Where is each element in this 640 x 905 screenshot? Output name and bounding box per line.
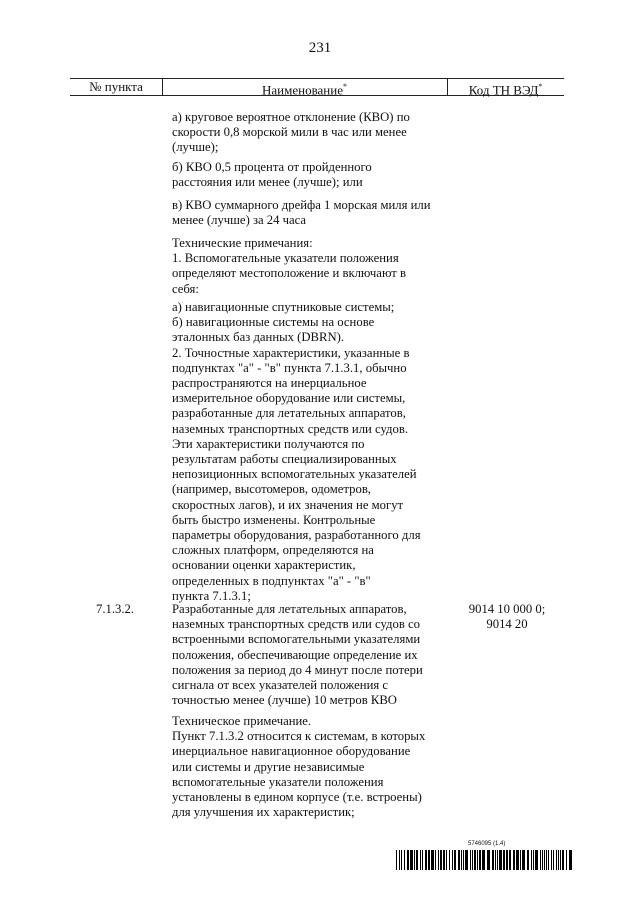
text-block-kvo-drift: в) КВО суммарного дрейфа 1 морская миля или менее (лучше) за 24 часа	[172, 198, 431, 228]
code-7-1-3-2: 9014 10 000 0; 9014 20	[468, 602, 546, 632]
text-block-kvo-speed: а) круговое вероятное отклонение (КВО) по скорости 0,8 морской мили в час или менее (лучше);	[172, 110, 410, 155]
text-block-kvo-distance: б) КВО 0,5 процента от пройденного расстояния или менее (лучше); или	[172, 160, 372, 190]
page-number: 231	[308, 40, 332, 56]
text-block-technical-notes: Технические примечания: 1. Вспомогательные указатели положения определяют местоположение и включают в себя:	[172, 236, 406, 296]
text-block-technical-note-7-1-3-2: Техническое примечание. Пункт 7.1.3.2 относится к системам, в которых инерциальное навигационное оборудование или системы и другие независимые вспомогательные указатели положения установлены в едином корпусе (т.е. встроены) для улучшения их характеристик;	[172, 714, 426, 820]
barcode-image	[396, 850, 572, 870]
text-block-7-1-3-2: Разработанные для летательных аппаратов, наземных транспортных средств или судов со встроенными вспомогательными указателями положения, обеспечивающие определение их положения за период до 4 минут после потери сигнала от всех указателей положения с точностью менее (лучше) 10 метров КВО	[172, 602, 423, 708]
text-block-navigation-systems: а) навигационные спутниковые системы; б) навигационные системы на основе эталонных баз данных (DBRN). 2. Точностные характеристики, указанные в подпунктах "а" - "в" пункта 7.1.3.1, обычно распространяются на инерциальное измерительное оборудование или системы, разработанные для летательных аппаратов, наземных транспортных средств или судов. Эти характеристики получаются по результатам работы специализированных непозиционных вспомогательных указателей (например, высотомеров, одометров, скоростных лагов), и их значения не могут быть быстро изменены. Контрольные параметры оборудования, разработанного для сложных платформ, определяются на основании оценки характеристик, определенных в подпунктах "а" - "в" пункта 7.1.3.1;	[172, 300, 421, 603]
header-code-column: Код ТН ВЭД*	[468, 82, 543, 98]
header-name-column: Наименование*	[262, 82, 347, 98]
barcode-number: 5746095 (1.4)	[468, 841, 506, 847]
header-number-column: № пункта	[89, 79, 143, 94]
item-number-7-1-3-2: 7.1.3.2.	[96, 602, 135, 616]
